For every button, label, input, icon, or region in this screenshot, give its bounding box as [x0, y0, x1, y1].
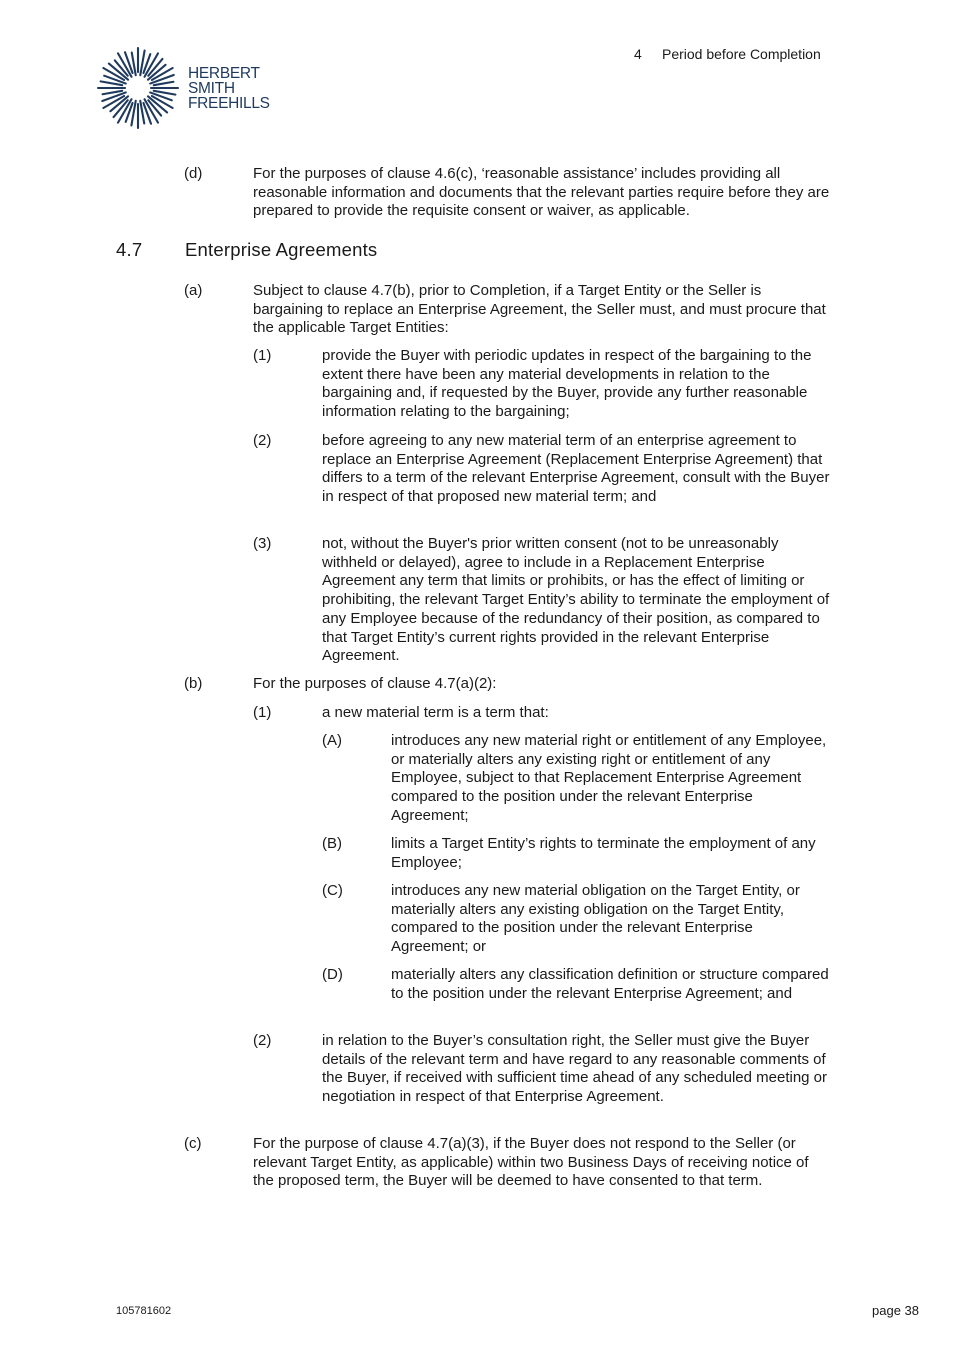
subclause-label: (3) — [253, 535, 272, 552]
heading-title: Enterprise Agreements — [185, 239, 378, 260]
clause-label: (c) — [184, 1135, 202, 1152]
item-text: limits a Target Entity’s rights to terminate the employment of any Employee; — [391, 835, 816, 871]
running-header — [634, 46, 821, 62]
logo-line: HERBERT — [188, 64, 260, 82]
subclause-label: (1) — [253, 704, 272, 721]
subclause-text: not, without the Buyer's prior written consent (not to be unreasonably withheld or delayed), agree to include in a Replacement Enterprise Agreement any term that limits or prohibits, or has the effect of limiting or prohibiting, the relevant Target Entity’s ability to terminate the employment of any Employee because of the redundancy of their position, as compared to that Target Entity’s current rights provided in the relevant Enterprise Agreement. — [322, 535, 830, 665]
item-label: (D) — [322, 966, 343, 983]
item-label: (C) — [322, 882, 343, 899]
section-title: Period before Completion — [662, 46, 821, 62]
item-label: (B) — [322, 835, 342, 852]
sunburst-logo-icon — [96, 46, 180, 130]
subclause-label: (2) — [253, 1032, 272, 1049]
logo-line: FREEHILLS — [188, 94, 270, 112]
page-number: page 38 — [872, 1303, 919, 1318]
item-text: materially alters any classification definition or structure compared to the position under the relevant Enterprise Agreement; and — [391, 966, 829, 1002]
logo-wordmark — [188, 66, 270, 111]
subclause-text: provide the Buyer with periodic updates in respect of the bargaining to the extent there have been any material developments in relation to the bargaining and, if requested by the Buyer, provide any further reasonable information relating to the bargaining; — [322, 347, 812, 421]
subclause-label: (2) — [253, 432, 272, 449]
clause-label: (d) — [184, 165, 203, 182]
subclause-text: before agreeing to any new material term of an enterprise agreement to replace an Enterprise Agreement (Replacement Enterprise Agreement) that differs to a term of the relevant Enterprise Agreement, consult with the Buyer in respect of that proposed new material term; and — [322, 432, 830, 506]
heading-number: 4.7 — [116, 239, 143, 260]
subclause-text: a new material term is a term that: — [322, 704, 549, 721]
section-number: 4 — [634, 46, 642, 62]
item-label: (A) — [322, 732, 342, 749]
document-id: 105781602 — [116, 1305, 172, 1317]
firm-logo — [96, 46, 270, 130]
subclause-label: (1) — [253, 347, 272, 364]
clause-text: For the purposes of clause 4.7(a)(2): — [253, 675, 497, 692]
item-text: introduces any new material right or entitlement of any Employee, or materially alters any existing right or entitlement of any Employee, subject to that Replacement Enterprise Agreement compared to the position under the relevant Enterprise Agreement; — [391, 732, 827, 824]
clause-label: (a) — [184, 282, 203, 299]
clause-text: For the purposes of clause 4.6(c), ‘reasonable assistance’ includes providing all reasonable information and documents that the relevant parties require before they are prepared to provide the requisite consent or waiver, as applicable. — [253, 165, 830, 220]
clause-text: Subject to clause 4.7(b), prior to Completion, if a Target Entity or the Seller is bargaining to replace an Enterprise Agreement, the Seller must, and must procure that the applicable Target Entities: — [253, 282, 826, 337]
item-text: introduces any new material obligation on the Target Entity, or materially alters any existing obligation on the Target Entity, compared to the position under the relevant Enterprise Agreement; or — [391, 882, 800, 956]
clause-label: (b) — [184, 675, 203, 692]
subclause-text: in relation to the Buyer’s consultation right, the Seller must give the Buyer details of the relevant term and have regard to any reasonable comments of the Buyer, if received with sufficient time ahead of any scheduled meeting or negotiation in respect of that Enterprise Agreement. — [322, 1032, 828, 1106]
logo-line: SMITH — [188, 79, 235, 97]
clause-text: For the purpose of clause 4.7(a)(3), if the Buyer does not respond to the Seller (or relevant Target Entity, as applicable) within two Business Days of receiving notice of the proposed term, the Buyer will be deemed to have consented to that term. — [253, 1135, 809, 1190]
